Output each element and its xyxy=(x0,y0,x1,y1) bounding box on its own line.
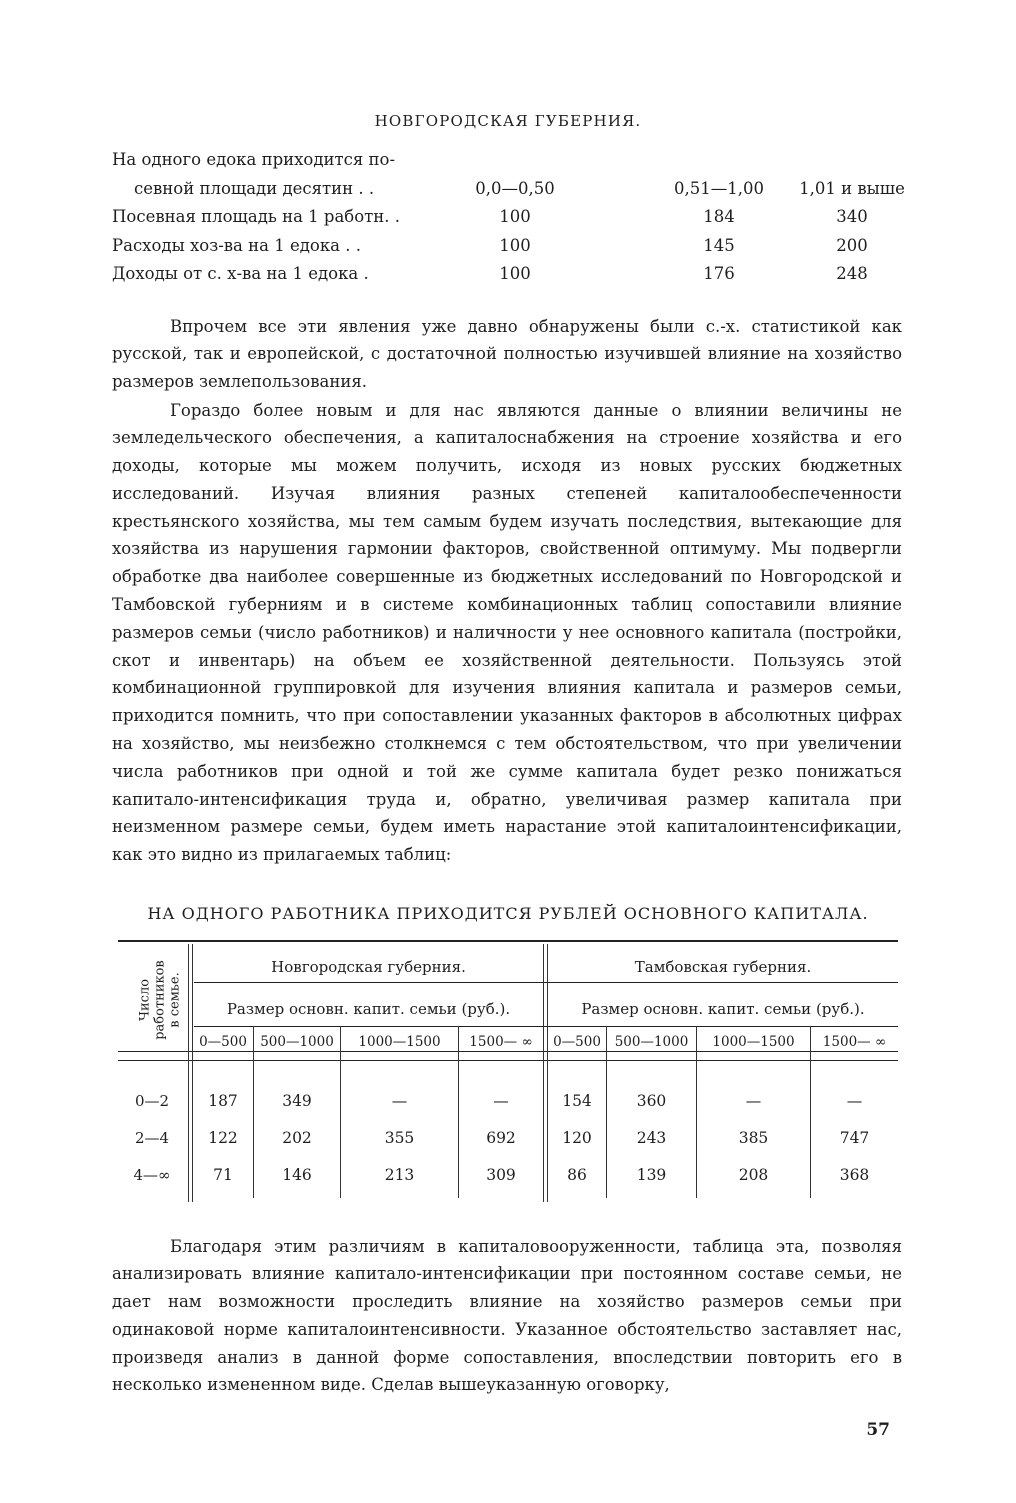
top-table-cell: 100 xyxy=(499,235,531,255)
group-header-tambov: Тамбовская губерния. xyxy=(634,958,812,976)
top-table-cell: 100 xyxy=(499,264,531,283)
table-cell: — xyxy=(745,1092,762,1110)
capital-per-worker-table xyxy=(118,940,898,1202)
row-label: 4—∞ xyxy=(133,1166,171,1184)
top-table-cell: 248 xyxy=(836,264,868,283)
top-table-row xyxy=(112,232,902,261)
table-cell: 309 xyxy=(486,1166,516,1184)
table-cell: 86 xyxy=(567,1166,587,1184)
col-header: 1000—1500 xyxy=(712,1034,795,1050)
land-per-eater-table xyxy=(112,146,905,289)
top-table-col-header: 0,0—0,50 xyxy=(475,178,555,198)
table-cell: 385 xyxy=(738,1129,769,1147)
table-cell: 146 xyxy=(282,1166,312,1184)
row-label: 2—4 xyxy=(134,1129,170,1147)
table-cell: 213 xyxy=(384,1166,415,1184)
table-cell: 71 xyxy=(213,1166,233,1184)
table-cell: 208 xyxy=(738,1166,769,1184)
top-table-cell: 145 xyxy=(703,235,735,255)
paragraph-conclusion: Благодаря этим различиям в капиталовооруженности, таблица эта, позволяя анализировать влияние капитало-интенсификации при постоянном составе семьи, не дает нам возможности проследить влияние на хозяйство размеров семьи при одинаковой норме капиталоинтенсивности. Указанное обстоятельство заставляет нас, произведя анализ в данной форме сопоставления, впоследствии повторить его в несколько измененном виде. Сделав вышеуказанную оговорку, xyxy=(112,1236,902,1395)
subheader-rule xyxy=(194,1026,898,1027)
col-header: 500—1000 xyxy=(614,1034,689,1050)
top-table-col-header: 1,01 и выше xyxy=(799,178,905,198)
top-table-cell: 200 xyxy=(836,235,868,255)
table-cell: 187 xyxy=(208,1092,238,1110)
top-table-row xyxy=(112,203,902,232)
group-header-novgorod: Новгородская губерния. xyxy=(271,958,466,976)
page-number: 57 xyxy=(866,1420,890,1440)
col-header: 0—500 xyxy=(199,1034,247,1050)
group-divider-double xyxy=(547,944,548,1202)
stub-rule-double xyxy=(192,944,193,1202)
table-header-rule xyxy=(118,1051,898,1052)
table-cell: 122 xyxy=(208,1129,238,1147)
top-table-header-row-1 xyxy=(112,146,902,175)
table-cell: 349 xyxy=(282,1092,312,1110)
table-cell: 692 xyxy=(486,1129,516,1147)
top-table-stub-line-1: На одного едока приходится по- xyxy=(112,150,396,169)
table-cell: 368 xyxy=(839,1166,870,1184)
table-cell: 355 xyxy=(384,1129,415,1147)
row-label: 0—2 xyxy=(134,1092,170,1110)
running-head: НОВГОРОДСКАЯ ГУБЕРНИЯ. xyxy=(374,112,642,130)
top-table-cell: 340 xyxy=(836,207,868,226)
stub-header-line: в семье. xyxy=(167,972,183,1028)
top-table-header-row-2 xyxy=(112,175,905,204)
top-table-row-label: Посевная площадь на 1 работн. . xyxy=(112,207,401,226)
top-table-cell: 184 xyxy=(703,207,735,226)
subheader-tambov: Размер основн. капит. семьи (руб.). xyxy=(581,1000,865,1018)
table-title: НА ОДНОГО РАБОТНИКА ПРИХОДИТСЯ РУБЛЕЙ ОСНОВНОГО КАПИТАЛА. xyxy=(147,904,869,923)
top-table-cell: 176 xyxy=(703,264,735,283)
group-rule xyxy=(194,982,898,983)
col-header: 1500— ∞ xyxy=(822,1034,887,1050)
table-cell: 139 xyxy=(636,1166,667,1184)
col-header: 1500— ∞ xyxy=(469,1034,533,1050)
table-cell: 360 xyxy=(636,1092,667,1110)
top-table-row-label: Доходы от с. х-ва на 1 едока . xyxy=(112,264,369,283)
top-table-col-header: 0,51—1,00 xyxy=(674,178,764,198)
top-table-row xyxy=(112,260,902,289)
table-cell: 120 xyxy=(562,1129,592,1147)
stub-rule xyxy=(188,944,189,1202)
table-cell: — xyxy=(846,1092,863,1110)
stub-header-line: работников xyxy=(152,960,168,1040)
table-cell: — xyxy=(391,1092,408,1110)
subheader-novgorod: Размер основн. капит. семьи (руб.). xyxy=(226,1000,511,1018)
top-table-stub-line-2: севной площади десятин . . xyxy=(134,178,375,198)
table-top-rule xyxy=(118,940,898,942)
table-cell: 154 xyxy=(562,1092,592,1110)
table-cell: 747 xyxy=(839,1129,870,1147)
table-cell: 243 xyxy=(636,1129,667,1147)
table-cell: 202 xyxy=(282,1129,312,1147)
col-header: 500—1000 xyxy=(260,1034,334,1050)
top-table-row-label: Расходы хоз-ва на 1 едока . . xyxy=(112,235,361,255)
table-cell: — xyxy=(493,1092,509,1110)
paragraph-statistics: Впрочем все эти явления уже давно обнаружены были с.-х. статистикой как русской, так и европейской, с достаточной полностью изучившей влияние на хозяйство размеров землепользования. xyxy=(112,316,902,392)
table-header-rule-2 xyxy=(118,1060,898,1061)
stub-header xyxy=(132,950,188,1050)
col-header: 1000—1500 xyxy=(358,1034,441,1050)
stub-header-line: Число xyxy=(137,978,153,1022)
col-header: 0—500 xyxy=(553,1034,601,1050)
top-table-cell: 100 xyxy=(499,207,531,226)
paragraph-capital-analysis: Гораздо более новым и для нас являются данные о влиянии величины не земледельческого обеспечения, а капиталоснабжения на строение хозяйства и его доходы, которые мы можем получить, исходя из новых русских бюджетных исследований. Изучая влияния разных степеней капиталообеспеченности крестьянского хозяйства, мы тем самым будем изучать последствия, вытекающие для хозяйства из нарушения гармонии факторов, свойственной оптимуму. Мы подвергли обработке два наиболее совершенные из бюджетных исследований по Новгородской и Тамбовской губерниям и в системе комбинационных таблиц сопоставили влияние размеров семьи (число работников) и наличности у нее основного капитала (постройки, скот и инвентарь) на объем ее хозяйственной деятельности. Пользуясь этой комбинационной группировкой для изучения влияния капитала и размеров семьи, приходится помнить, что при сопоставлении указанных факторов в абсолютных цифрах на хозяйство, мы неизбежно столкнемся с тем обстоятельством, что при увеличении числа работников при одной и той же сумме капитала будет резко понижаться капитало-интенсификация труда и, обратно, увеличивая размер капитала при неизменном размере семьи, будем иметь нарастание этой капиталоинтенсификации, как это видно из прилагаемых таблиц: xyxy=(112,400,902,865)
group-divider xyxy=(543,944,544,1202)
